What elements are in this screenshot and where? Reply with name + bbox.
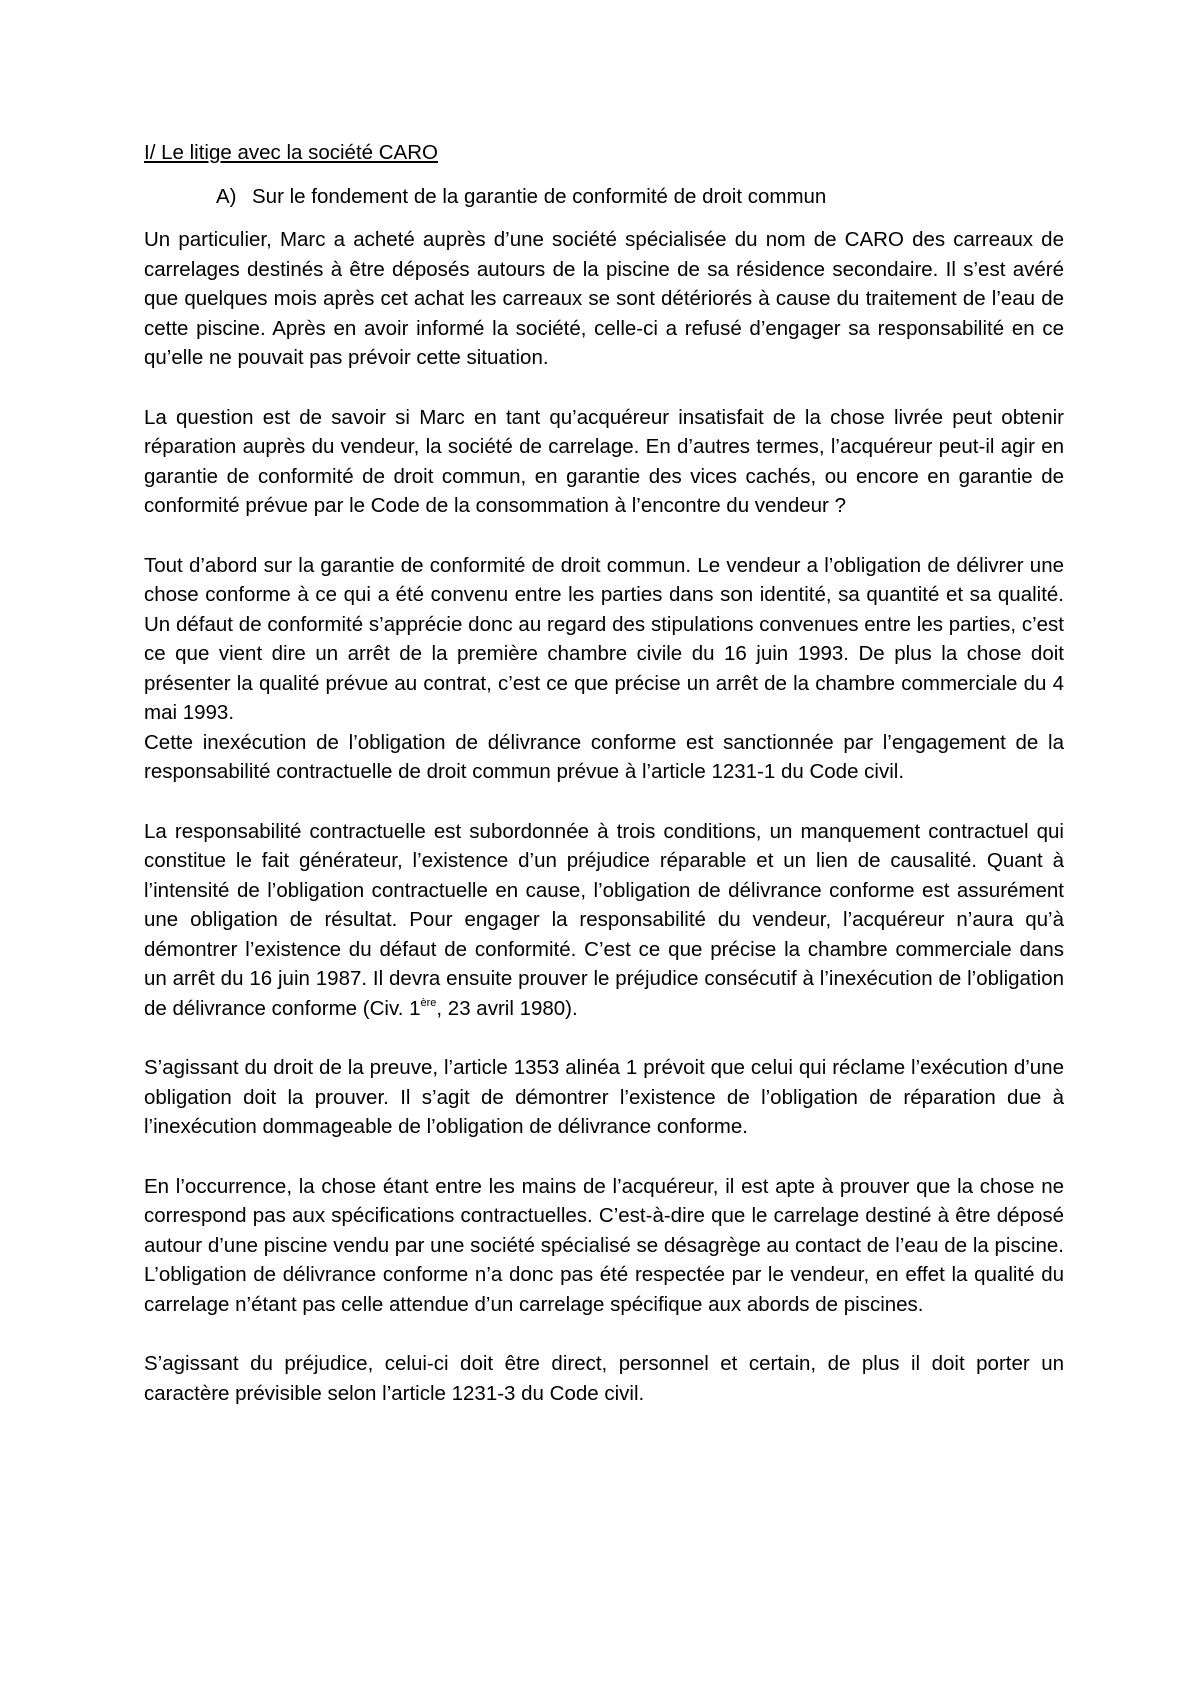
paragraph-liability — [144, 817, 1064, 1024]
subsection-marker: A) — [216, 184, 237, 208]
paragraph-damage: S’agissant du préjudice, celui-ci doit être direct, personnel et certain, de plus il doit porter un caractère prévisible selon l’article 1231-3 du Code civil. — [144, 1352, 1064, 1405]
liability-superscript: ère — [420, 996, 437, 1009]
liability-text-end: , 23 avril 1980). — [436, 996, 578, 1020]
section-heading: I/ Le litige avec la société CARO — [144, 141, 438, 164]
paragraph-application: En l’occurrence, la chose étant entre les mains de l’acquéreur, il est apte à prouver que la chose ne correspond pas aux spécifications contractuelles. C’est-à-dire que le carrelage destiné à être déposé autour d’une piscine vendu par une société spécialisé se désagrège au contact de l’eau de la piscine. L’obligation de délivrance conforme n’a donc pas été respectée par le vendeur, en effet la qualité du carrelage n’étant pas celle attendue d’un carrelage spécifique aux abords de piscines. — [144, 1174, 1064, 1316]
subsection-heading — [216, 182, 1064, 212]
paragraph-sanction: Cette inexécution de l’obligation de délivrance conforme est sanctionnée par l’engagement de la responsabilité contractuelle de droit commun prévue à l’article 1231-1 du Code civil. — [144, 730, 1064, 783]
document-page — [144, 138, 1064, 1438]
paragraph-question: La question est de savoir si Marc en tant qu’acquéreur insatisfait de la chose livrée peut obtenir réparation auprès du vendeur, la société de carrelage. En d’autres termes, l’acquéreur peut-il agir en garantie de conformité de droit commun, en garantie des vices cachés, ou encore en garantie de conformité prévue par le Code de la consommation à l’encontre du vendeur ? — [144, 405, 1064, 517]
liability-text: La responsabilité contractuelle est subordonnée à trois conditions, un manquement contractuel qui constitue le fait générateur, l’existence d’un préjudice réparable et un lien de causalité. Quant à l’intensité de l’obligation contractuelle en cause, l’obligation de délivrance conforme est assurément une obligation de résultat. Pour engager la responsabilité du vendeur, l’acquéreur n’aura qu’à démontrer l’existence du défaut de conformité. C’est ce que précise la chambre commerciale dans un arrêt du 16 juin 1987. Il devra ensuite prouver le préjudice consécutif à l’inexécution de l’obligation de délivrance conforme (Civ. 1 — [144, 819, 1064, 1020]
paragraph-conformity: Tout d’abord sur la garantie de conformité de droit commun. Le vendeur a l’obligation de délivrer une chose conforme à ce qui a été convenu entre les parties dans son identité, sa quantité et sa qualité. Un défaut de conformité s’apprécie donc au regard des stipulations convenues entre les parties, c’est ce que vient dire un arrêt de la première chambre civile du 16 juin 1993. De plus la chose doit présenter la qualité prévue au contrat, c’est ce que précise un arrêt de la chambre commerciale du 4 mai 1993. — [144, 553, 1064, 724]
subsection-title: Sur le fondement de la garantie de conformité de droit commun — [252, 184, 827, 208]
paragraph-facts: Un particulier, Marc a acheté auprès d’une société spécialisée du nom de CARO des carreaux de carrelages destinés à être déposés autours de la piscine de sa résidence secondaire. Il s’est avéré que quelques mois après cet achat les carreaux se sont détériorés à cause du traitement de l’eau de cette piscine. Après en avoir informé la société, celle-ci a refusé d’engager sa responsabilité en ce qu’elle ne pouvait pas prévoir cette situation. — [144, 228, 1064, 369]
paragraph-proof: S’agissant du droit de la preuve, l’article 1353 alinéa 1 prévoit que celui qui réclame l’exécution d’une obligation doit la prouver. Il s’agit de démontrer l’existence de l’obligation de réparation due à l’inexécution dommageable de l’obligation de délivrance conforme. — [144, 1056, 1064, 1138]
